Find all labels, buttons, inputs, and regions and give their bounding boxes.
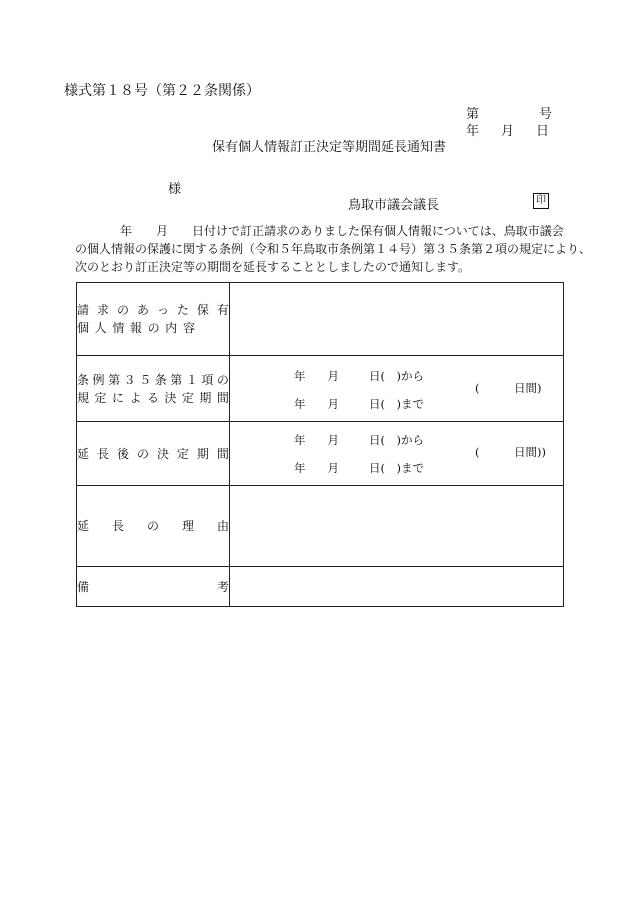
addressee: 様: [168, 182, 182, 197]
label-char: 保: [196, 303, 209, 317]
label-char: 項: [201, 372, 214, 387]
number-prefix: 第: [466, 107, 480, 122]
label-char: 規: [77, 390, 90, 405]
label-char: 理: [181, 519, 194, 533]
issue-date: [466, 120, 549, 139]
label-char: 長: [96, 446, 109, 461]
value-remarks[interactable]: [230, 567, 564, 607]
label-char: 有: [216, 303, 229, 317]
date-month: 月: [501, 124, 515, 139]
label-decision-period: [77, 356, 230, 422]
label-char: る: [146, 390, 159, 405]
value-extended-period[interactable]: [230, 422, 564, 486]
label-char: 決: [164, 390, 177, 405]
seal-icon: 印: [533, 193, 549, 209]
row-extended-period: [77, 422, 564, 486]
extended-days: ( 日間)): [475, 445, 546, 459]
label-char: 報: [129, 321, 142, 335]
label-char: ３: [123, 372, 136, 387]
label-char: 例: [92, 372, 105, 387]
extended-from: 年 月 日( )から: [294, 433, 424, 447]
label-char: の: [116, 303, 129, 317]
label-char: 期: [196, 446, 209, 461]
label-char: 間: [216, 390, 229, 405]
row-decision-period: [77, 356, 564, 422]
label-char: ５: [139, 372, 152, 387]
extended-to: 年 月 日( )まで: [294, 461, 424, 475]
label-extended-period: [77, 422, 230, 486]
row-request-content: [77, 283, 564, 356]
number-suffix: 号: [539, 107, 553, 122]
label-remarks: [77, 567, 230, 607]
label-char: 個: [77, 321, 90, 335]
label-char: の: [147, 321, 160, 335]
date-year: 年: [466, 124, 480, 139]
label-request-content: [77, 283, 230, 356]
label-text: [77, 578, 229, 596]
label-char: 定: [176, 446, 189, 461]
label-char: 条: [77, 372, 90, 387]
label-char: 条: [154, 372, 167, 387]
period-from: 年 月 日( )から: [294, 369, 424, 383]
label-char: 情: [112, 321, 125, 335]
row-extension-reason: [77, 486, 564, 567]
label-char: 内: [165, 321, 178, 335]
label-char: よ: [129, 390, 142, 405]
row-remarks: [77, 567, 564, 607]
label-char: た: [176, 303, 189, 317]
label-char: 決: [156, 446, 169, 461]
label-char: 容: [182, 321, 195, 335]
label-char: の: [146, 519, 159, 533]
value-request-content[interactable]: [230, 283, 564, 356]
label-text: [77, 389, 229, 407]
label-char: の: [216, 372, 229, 387]
label-text: [77, 301, 229, 319]
sender: 鳥取市議会議長: [348, 198, 440, 213]
label-char: の: [136, 446, 149, 461]
value-decision-period[interactable]: [230, 356, 564, 422]
label-char: 由: [216, 519, 229, 533]
label-char: 延: [77, 519, 90, 533]
label-text: [77, 517, 229, 535]
period-days: ( 日間): [475, 381, 542, 395]
form-number: 様式第１８号（第２２条関係）: [64, 83, 260, 99]
label-char: 定: [181, 390, 194, 405]
period-to: 年 月 日( )まで: [294, 397, 424, 411]
body-line-3: 次のとおり訂正決定等の期間を延長することとしましたので通知します。: [75, 260, 471, 274]
label-char: 備: [77, 579, 90, 594]
label-char: 期: [199, 390, 212, 405]
label-char: っ: [156, 303, 169, 317]
details-table: [76, 282, 564, 607]
label-char: 第: [170, 372, 183, 387]
document-title: 保有個人情報訂正決定等期間延長通知書: [212, 140, 447, 155]
date-day: 日: [536, 124, 550, 139]
label-text: [77, 371, 229, 389]
label-char: に: [111, 390, 124, 405]
label-text: [77, 319, 195, 337]
label-char: 請: [77, 303, 90, 317]
body-line-1: 年 月 日付けで訂正請求のありました保有個人情報については、鳥取市議会: [120, 224, 564, 238]
label-char: １: [185, 372, 198, 387]
label-char: 延: [77, 446, 90, 461]
label-char: 第: [108, 372, 121, 387]
label-extension-reason: [77, 486, 230, 567]
label-char: 長: [111, 519, 124, 533]
label-char: 求: [96, 303, 109, 317]
body-line-2: の個人情報の保護に関する条例（令和５年鳥取市条例第１４号）第３５条第２項の規定により、: [75, 242, 592, 256]
label-text: [77, 445, 229, 463]
label-char: 間: [216, 446, 229, 461]
label-char: あ: [136, 303, 149, 317]
label-char: 定: [94, 390, 107, 405]
label-char: 後: [116, 446, 129, 461]
label-char: 考: [216, 579, 229, 594]
label-char: 人: [94, 321, 107, 335]
value-extension-reason[interactable]: [230, 486, 564, 567]
notice-body: [75, 222, 592, 276]
